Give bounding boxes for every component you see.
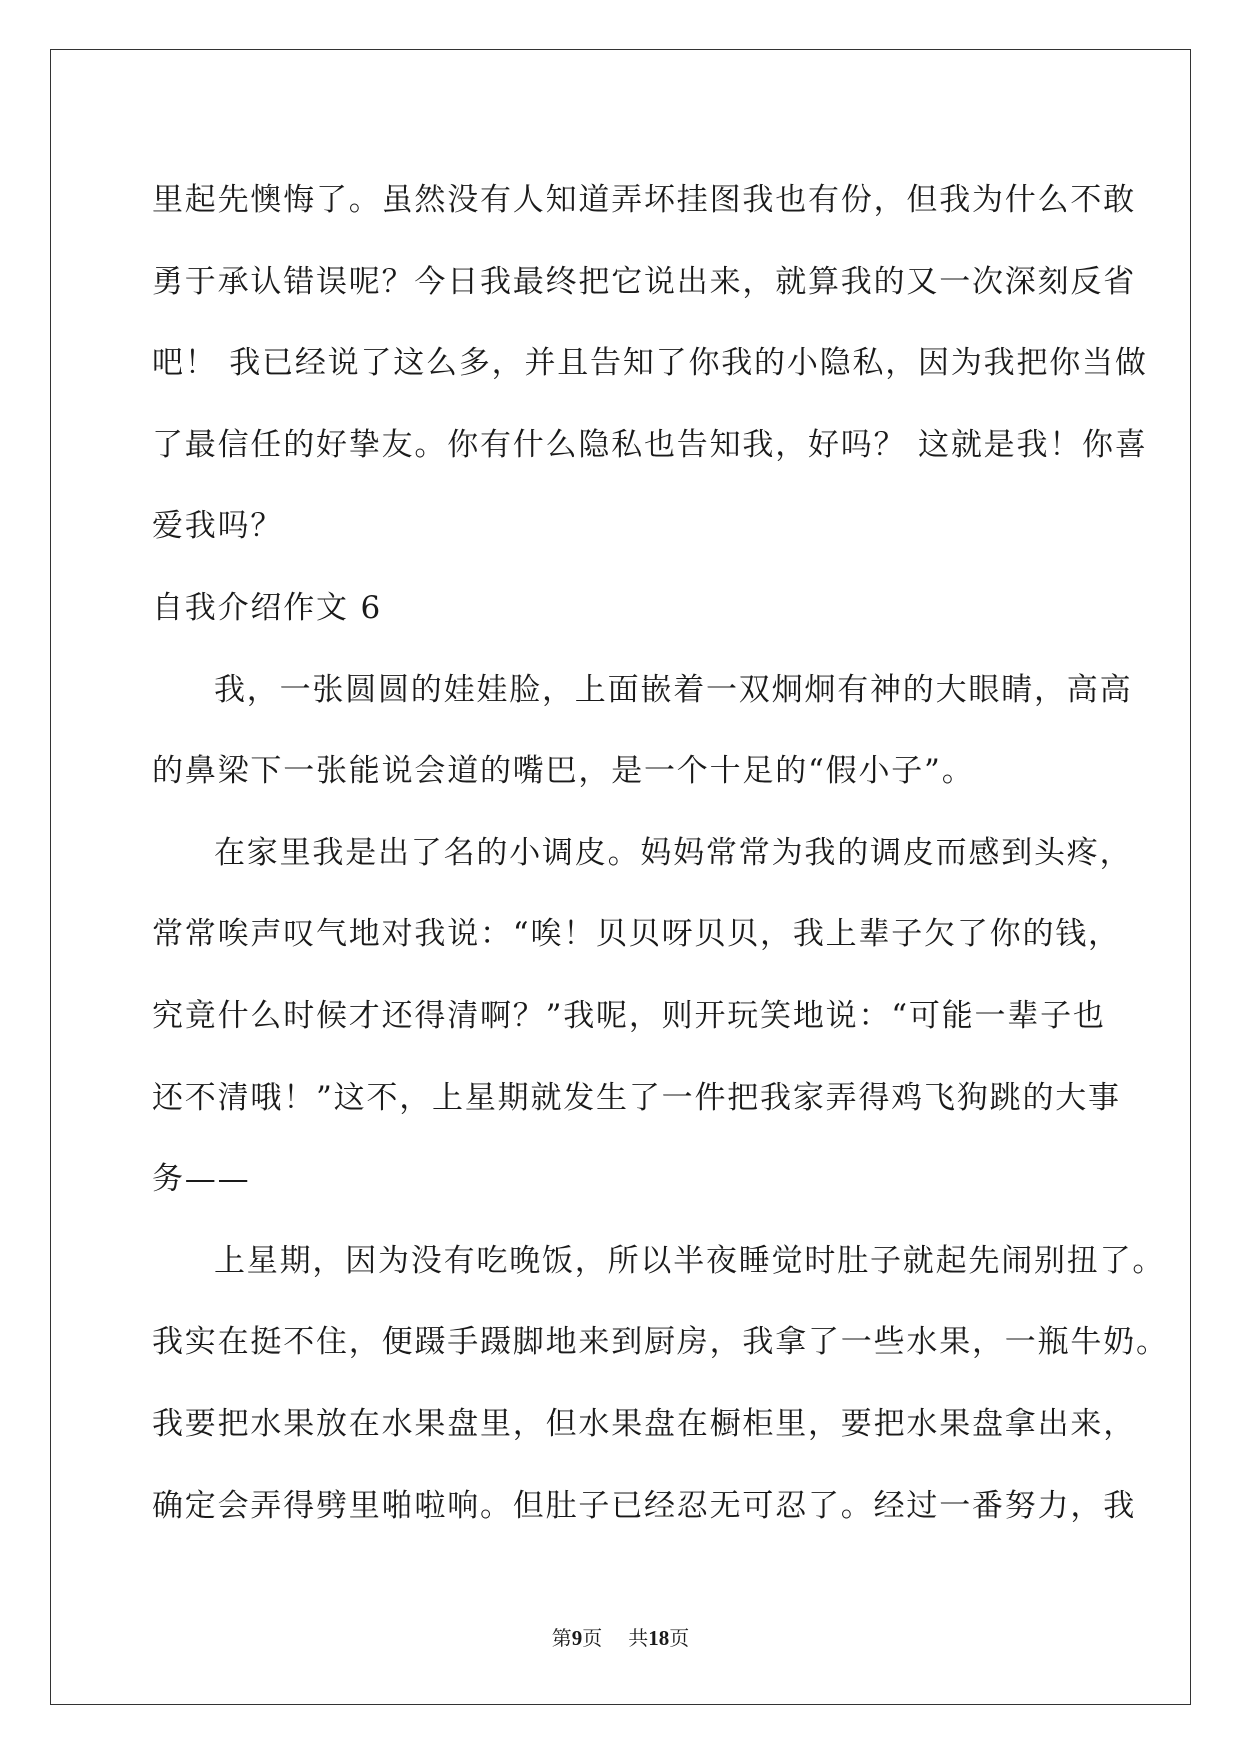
text-line: 我实在挺不住，便蹑手蹑脚地来到厨房，我拿了一些水果，一瓶牛奶。 [152,1324,1169,1361]
page-prefix: 第 [551,1626,572,1650]
text-line: 了最信任的好挚友。你有什么隐私也告知我，好吗？ 这就是我！你喜 [152,426,1148,463]
text-line: 常常唉声叹气地对我说：“唉！贝贝呀贝贝，我上辈子欠了你的钱， [152,916,1121,953]
text-line: 务—— [152,1161,251,1198]
total-pages: 18 [648,1626,670,1650]
text-line: 的鼻梁下一张能说会道的嘴巴，是一个十足的“假小子”。 [152,753,975,790]
total-suffix: 页 [669,1626,690,1650]
text-line: 上星期，因为没有吃晚饭，所以半夜睡觉时肚子就起先闹别扭了。 [214,1242,1166,1279]
page-suffix: 页 [582,1626,603,1650]
text-line: 吧！ 我已经说了这么多，并且告知了你我的小隐私，因为我把你当做 [152,345,1148,382]
text-line: 确定会弄得劈里啪啦响。但肚子已经忍无可忍了。经过一番努力，我 [152,1487,1136,1524]
text-line: 勇于承认错误呢？今日我最终把它说出来，就算我的又一次深刻反省 [152,263,1136,300]
text-line: 爱我吗？ [152,508,284,545]
total-prefix: 共 [628,1626,649,1650]
text-line: 我，一张圆圆的娃娃脸，上面嵌着一双炯炯有神的大眼睛，高高 [214,671,1133,708]
text-line: 还不清哦！”这不，上星期就发生了一件把我家弄得鸡飞狗跳的大事 [152,1079,1121,1116]
text-line: 里起先懊悔了。虽然没有人知道弄坏挂图我也有份，但我为什么不敢 [152,182,1136,218]
page-footer [0,1625,1241,1651]
text-line: 我要把水果放在水果盘里，但水果盘在橱柜里，要把水果盘拿出来， [152,1405,1136,1442]
text-line: 究竟什么时候才还得清啊？”我呢，则开玩笑地说：“可能一辈子也 [152,997,1106,1034]
section-heading: 自我介绍作文 6 [152,589,382,626]
page-number: 9 [571,1626,583,1650]
document-body [152,160,1169,1547]
text-line: 在家里我是出了名的小调皮。妈妈常常为我的调皮而感到头疼， [214,834,1133,871]
